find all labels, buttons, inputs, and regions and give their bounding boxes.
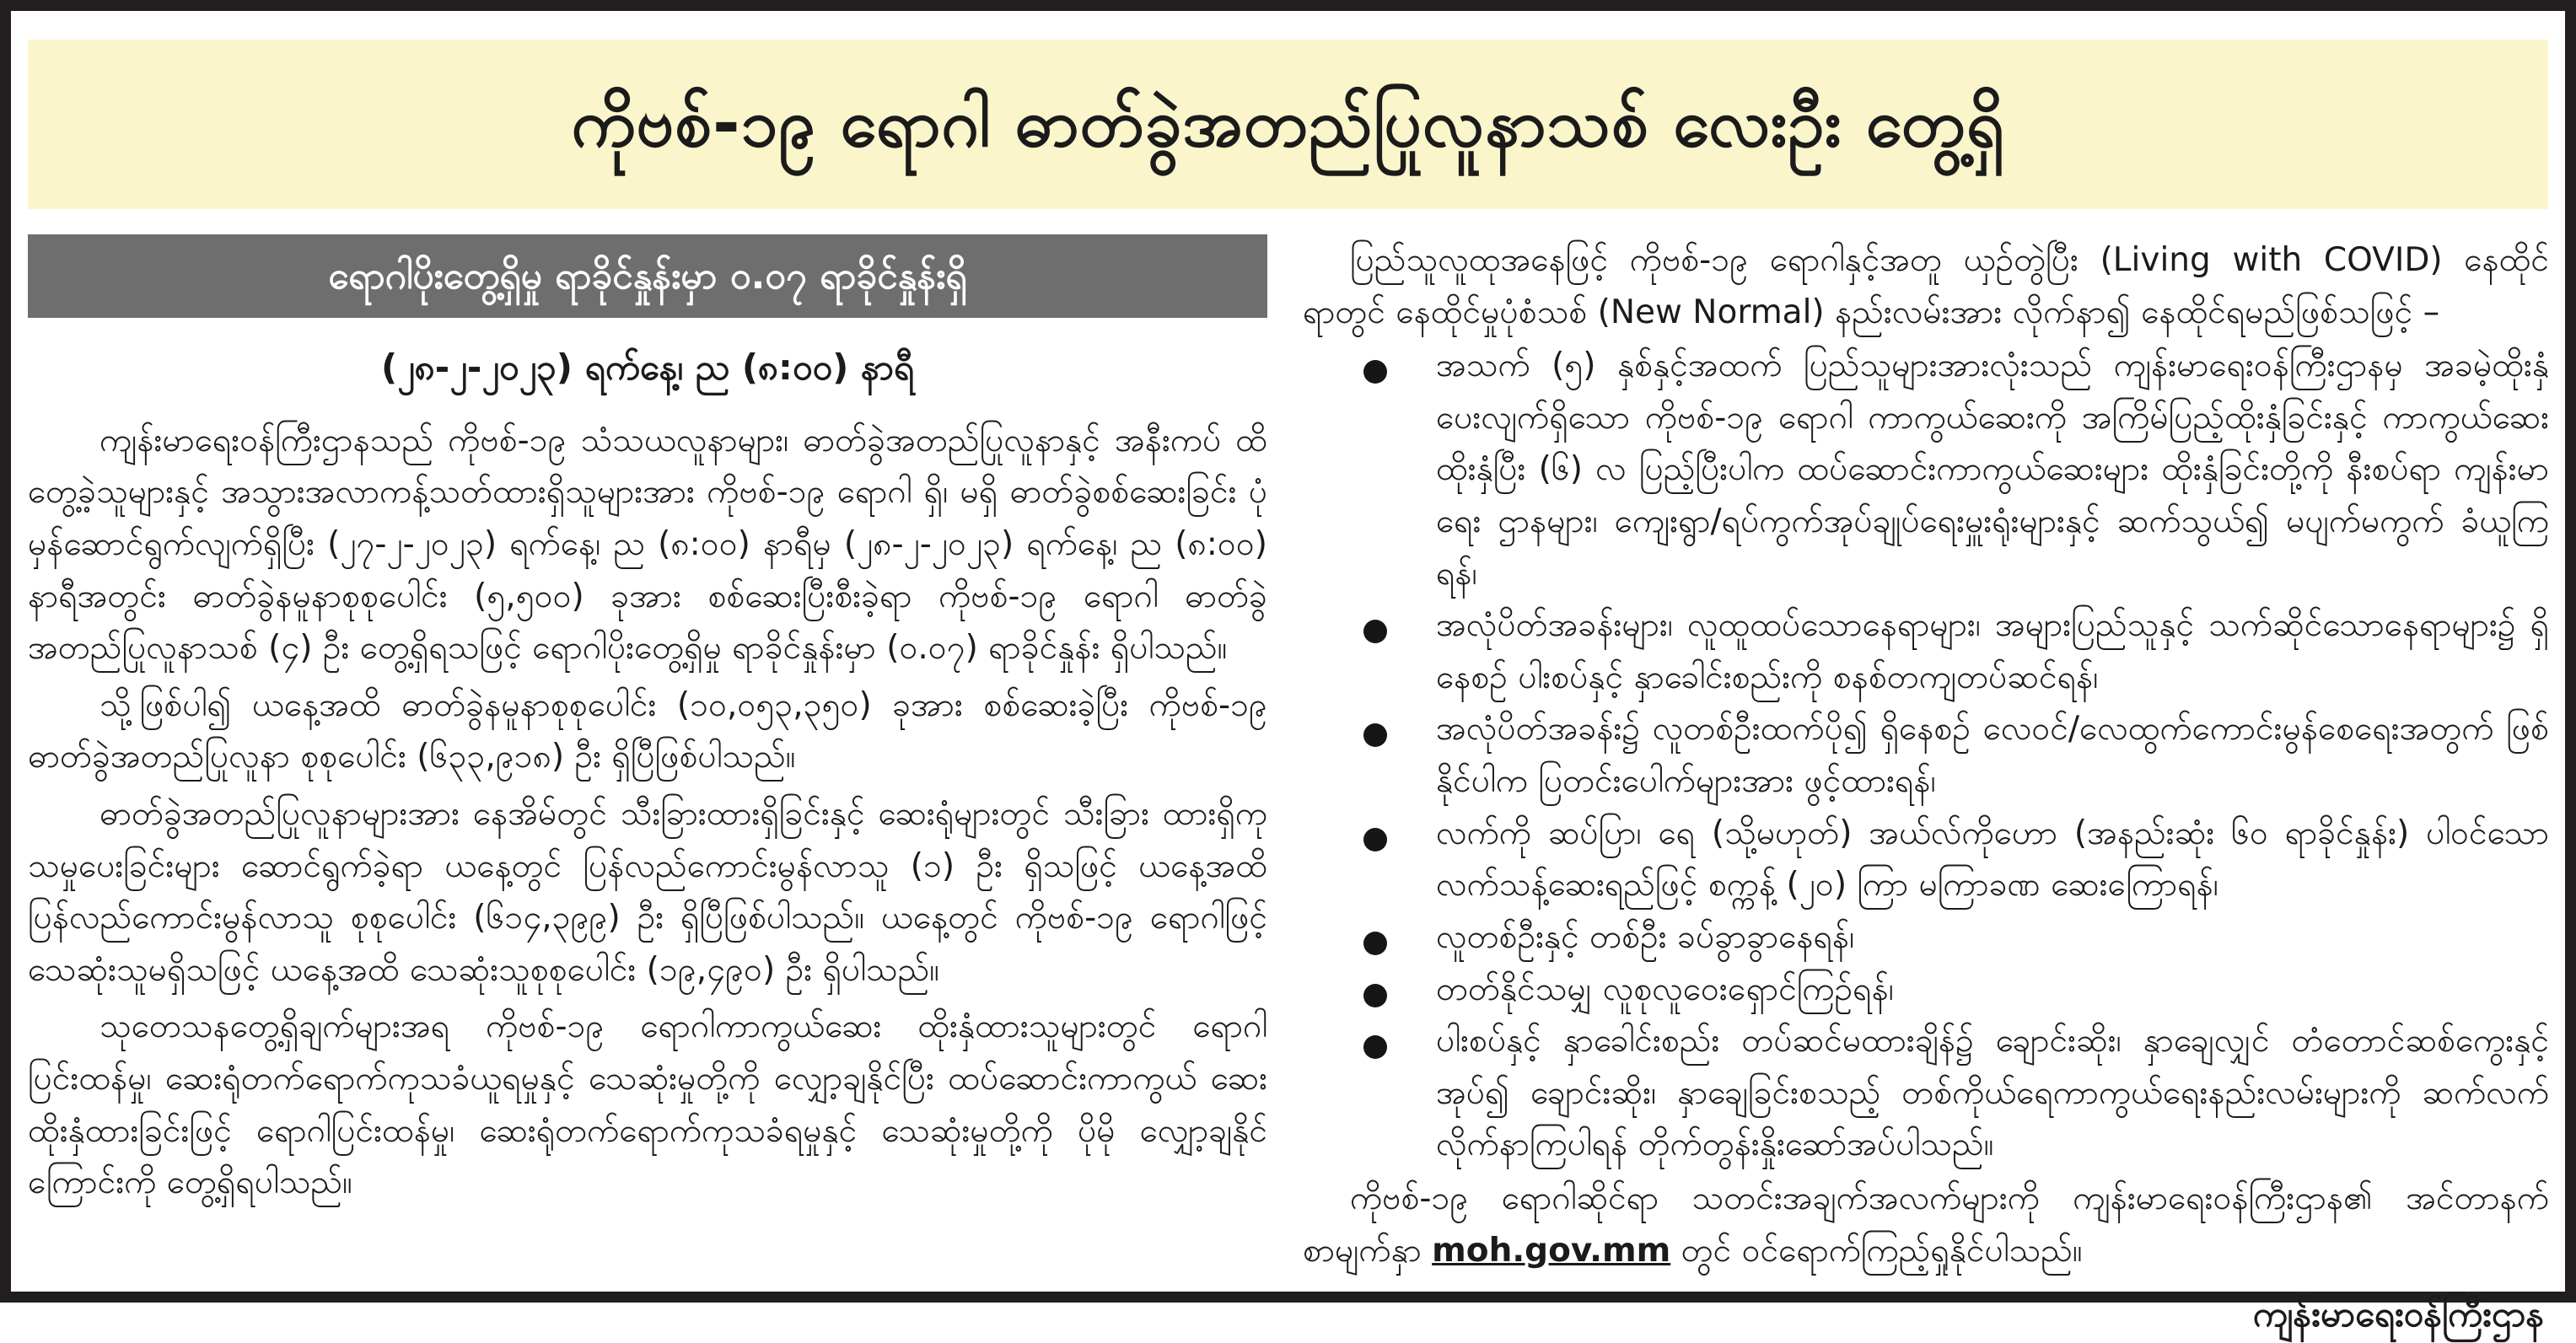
list-item-avoid-crowds (1303, 964, 2549, 1016)
bullet-icon (1363, 723, 1387, 747)
left-column (28, 234, 1267, 1214)
moh-website-link[interactable]: moh.gov.mm (1432, 1231, 1671, 1270)
bullet-icon (1363, 360, 1387, 384)
positivity-rate-bar (28, 234, 1267, 318)
bullet-icon (1363, 932, 1387, 955)
list-item-text: ပါးစပ်နှင့် နှာခေါင်းစည်း တပ်ဆင်မထားချိန်၌ ချောင်းဆိုး၊ နှာချေလျှင် တံတောင်ဆစ်ကွေးနှင့် အုပ်၍ ချောင်းဆိုး၊ နှာချေခြင်းစသည့် တစ်ကိုယ်ရေကာကွယ်ရေးနည်းလမ်းများကို ဆက်လက် လိုက်နာကြပါရန် တိုက်တွန်းနှိုးဆော်အပ်ပါသည်။ (1436, 1022, 2549, 1164)
closing-text-post: တွင် ဝင်ရောက်ကြည့်ရှုနိုင်ပါသည်။ (1670, 1231, 2083, 1270)
paragraph-website-info (1303, 1173, 2549, 1276)
paragraph-recoveries-deaths: ဓာတ်ခွဲအတည်ပြုလူနာများအား နေအိမ်တွင် သီးခြားထားရှိခြင်းနှင့် ဆေးရုံများတွင် သီးခြား ထားရှိကုသမှုပေးခြင်းများ ဆောင်ရွက်ခဲ့ရာ ယနေ့တွင် ပြန်လည်ကောင်းမွန်လာသူ (၁) ဦး ရှိသဖြင့် ယနေ့အထိ ပြန်လည်ကောင်းမွန်လာသူ စုစုပေါင်း (၆၁၄,၃၉၉) ဦး ရှိပြီဖြစ်ပါသည်။ ယနေ့တွင် ကိုဗစ်-၁၉ ရောဂါဖြင့် သေဆုံးသူမရှိသဖြင့် ယနေ့အထိ သေဆုံးသူစုစုပေါင်း (၁၉,၄၉၀) ဦး ရှိပါသည်။ (28, 795, 1267, 989)
bullet-icon (1363, 620, 1387, 643)
list-item-vaccination (1303, 340, 2549, 599)
bullet-icon (1363, 828, 1387, 851)
right-column (1303, 234, 2549, 1343)
paragraph-cumulative-cases: သို့ဖြစ်ပါ၍ ယနေ့အထိ ဓာတ်ခွဲနမူနာစုစုပေါင်း (၁၀,၀၅၃,၃၅၀) ခုအား စစ်ဆေးခဲ့ပြီး ကိုဗစ်-၁၉ ဓာတ်ခွဲအတည်ပြုလူနာ စုစုပေါင်း (၆၃၃,၉၁၈) ဦး ရှိပြီဖြစ်ပါသည်။ (28, 685, 1267, 776)
list-item-hand-washing (1303, 808, 2549, 911)
paragraph-vaccine-research: သုတေသနတွေ့ရှိချက်များအရ ကိုဗစ်-၁၉ ရောဂါကာကွယ်ဆေး ထိုးနှံထားသူများတွင် ရောဂါ ပြင်းထန်မှု၊ ဆေးရုံတက်ရောက်ကုသခံယူရမှုနှင့် သေဆုံးမှုတို့ကို လျှော့ချနိုင်ပြီး ထပ်ဆောင်းကာကွယ် ဆေး ထိုးနှံထားခြင်းဖြင့် ရောဂါပြင်းထန်မှု၊ ဆေးရုံတက်ရောက်ကုသခံရမှုနှင့် သေဆုံးမှုတို့ကို ပိုမို လျှော့ချနိုင်ကြောင်းကို တွေ့ရှိရပါသည်။ (28, 1007, 1267, 1202)
list-item-text: အလုံပိတ်အခန်းများ၊ လူထူထပ်သောနေရာများ၊ အများပြည်သူနှင့် သက်ဆိုင်သောနေရာများ၌ ရှိနေစဉ် ပါးစပ်နှင့် နှာခေါင်းစည်းကို စနစ်တကျတပ်ဆင်ရန်၊ (1436, 606, 2549, 696)
paragraph-living-with-covid: ပြည်သူလူထုအနေဖြင့် ကိုဗစ်-၁၉ ရောဂါနှင့်အတူ ယှဉ်တွဲပြီး (Living with COVID) နေထိုင်ရာတွင် နေထိုင်မှုပုံစံသစ် (New Normal) နည်းလမ်းအား လိုက်နာ၍ နေထိုင်ရမည်ဖြစ်သဖြင့် – (1303, 241, 2549, 331)
paragraph-testing-summary: ကျန်းမာရေးဝန်ကြီးဌာနသည် ကိုဗစ်-၁၉ သံသယလူနာများ၊ ဓာတ်ခွဲအတည်ပြုလူနာနှင့် အနီးကပ် ထိတွေ့ခဲ့သူများနှင့် အသွားအလာကန့်သတ်ထားရှိသူများအား ကိုဗစ်-၁၉ ရောဂါ ရှိ၊ မရှိ ဓာတ်ခွဲစစ်ဆေးခြင်း ပုံမှန်ဆောင်ရွက်လျက်ရှိပြီး (၂၇-၂-၂၀၂၃) ရက်နေ့၊ ည (၈:၀၀) နာရီမှ (၂၈-၂-၂၀၂၃) ရက်နေ့၊ ည (၈:၀၀) နာရီအတွင်း ဓာတ်ခွဲနမူနာစုစုပေါင်း (၅,၅၀၀) ခုအား စစ်ဆေးပြီးစီးခဲ့ရာ ကိုဗစ်-၁၉ ရောဂါ ဓာတ်ခွဲ အတည်ပြုလူနာသစ် (၄) ဦး တွေ့ရှိရသဖြင့် ရောဂါပိုးတွေ့ရှိမှု ရာခိုင်နှုန်းမှာ (၀.၀၇) ရာခိုင်နှုန်း ရှိပါသည်။ (28, 421, 1267, 668)
list-item-ventilation (1303, 703, 2549, 807)
list-item-distancing (1303, 911, 2549, 964)
page-title: ကိုဗစ်-၁၉ ရောဂါ ဓာတ်ခွဲအတည်ပြုလူနာသစ် လေးဦး တွေ့ရှိ (571, 85, 2005, 162)
positivity-rate-text: ရောဂါပိုးတွေ့ရှိမှု ရာခိုင်နှုန်းမှာ ၀.၀၇ ရာခိုင်နှုန်းရှိ (328, 255, 967, 298)
guidance-list (1303, 340, 2549, 1171)
list-item-text: လူတစ်ဦးနှင့် တစ်ဦး ခပ်ခွာခွာနေရန်၊ (1436, 917, 1855, 956)
report-datetime: (၂၈-၂-၂၀၂၃) ရက်နေ့၊ ည (၈:၀၀) နာရီ (380, 346, 915, 389)
list-item-text: လက်ကို ဆပ်ပြာ၊ ရေ (သို့မဟုတ်) အယ်လ်ကိုဟော (အနည်းဆုံး ၆၀ ရာခိုင်နှုန်း) ပါဝင်သော လက်သန့်ဆေးရည်ဖြင့် စက္ကန့် (၂၀) ကြာ မကြာခဏ ဆေးကြောရန်၊ (1436, 814, 2549, 905)
signature: ကျန်းမာရေးဝန်ကြီးဌာန (2252, 1293, 2544, 1335)
list-item-text: အလုံပိတ်အခန်း၌ လူတစ်ဦးထက်ပို၍ ရှိနေစဉ် လေဝင်/လေထွက်ကောင်းမွန်စေရေးအတွက် ဖြစ်နိုင်ပါက ပြတင်းပေါက်များအား ဖွင့်ထားရန်၊ (1436, 710, 2549, 801)
bullet-icon (1363, 984, 1387, 1007)
bullet-icon (1363, 1035, 1387, 1059)
closing-text-pre: ကိုဗစ်-၁၉ ရောဂါဆိုင်ရာ သတင်းအချက်အလက်များကို ကျန်းမာရေးဝန်ကြီးဌာန၏ အင်တာနက် စာမျက်နှာ (1303, 1179, 2549, 1270)
list-item-text: အသက် (၅) နှစ်နှင့်အထက် ပြည်သူများအားလုံးသည် ကျန်းမာရေးဝန်ကြီးဌာနမှ အခမဲ့ထိုးနှံ ပေးလျက်ရှိသော ကိုဗစ်-၁၉ ရောဂါ ကာကွယ်ဆေးကို အကြိမ်ပြည့်ထိုးနှံခြင်းနှင့် ကာကွယ်ဆေး ထိုးနှံပြီး (၆) လ ပြည့်ပြီးပါက ထပ်ဆောင်းကာကွယ်ဆေးများ ထိုးနှံခြင်းတို့ကို နီးစပ်ရာ ကျန်းမာ ရေး ဌာနများ၊ ကျေးရွာ/ရပ်ကွက်အုပ်ချုပ်ရေးမှူးရုံးများနှင့် ဆက်သွယ်၍ မပျက်မကွက် ခံယူကြရန်၊ (1436, 346, 2549, 593)
list-item-mask-wearing (1303, 599, 2549, 703)
list-item-cough-etiquette (1303, 1015, 2549, 1171)
list-item-text: တတ်နိုင်သမျှ လူစုလူဝေးရှောင်ကြဉ်ရန်၊ (1436, 970, 1894, 1008)
content-columns (28, 234, 2548, 1343)
title-banner (28, 40, 2548, 209)
